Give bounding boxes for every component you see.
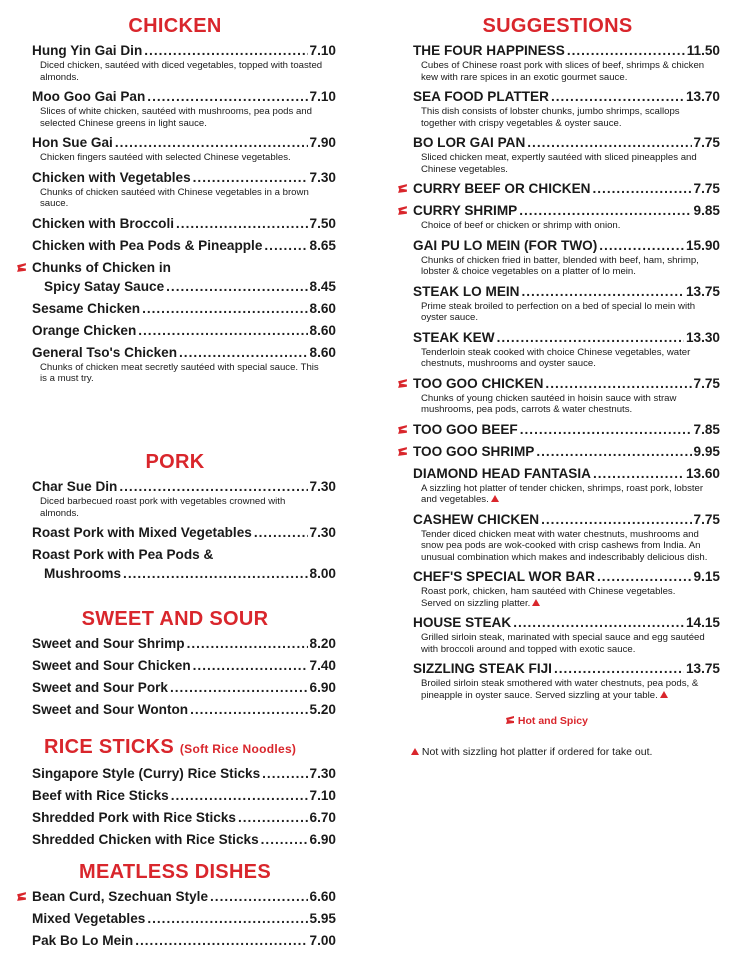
hot-pepper-icon — [397, 205, 408, 216]
item-price: 7.75 — [693, 135, 720, 150]
dot-leader — [138, 321, 307, 340]
item-description — [32, 106, 336, 129]
item-name: Spicy Satay Sauce — [44, 278, 165, 294]
item-name: CHEF'S SPECIAL WOR BAR — [413, 569, 595, 584]
item-name: Singapore Style (Curry) Rice Sticks — [32, 766, 261, 781]
menu-item — [14, 214, 336, 233]
menu-item — [14, 909, 336, 928]
meatless-items — [14, 887, 336, 950]
dot-leader — [147, 909, 307, 928]
item-name: HOUSE STEAK — [413, 615, 512, 630]
menu-item — [14, 133, 336, 164]
item-description — [413, 632, 720, 655]
item-description-text: Slices of white chicken, sautéed with mushrooms, pea pods and selected Chinese greens in light sauce. — [40, 106, 312, 129]
item-name: SEA FOOD PLATTER — [413, 89, 549, 104]
dot-leader — [597, 567, 692, 586]
item-name: Pak Bo Lo Mein — [32, 933, 134, 948]
meatless-section — [14, 860, 336, 950]
item-name: Sesame Chicken — [32, 300, 141, 316]
legend-hot — [395, 715, 720, 728]
menu-item — [395, 236, 720, 278]
sweet-sour-title: SWEET AND SOUR — [81, 608, 269, 630]
dot-leader — [522, 282, 684, 301]
item-description-text: Grilled sirloin steak, marinated with special sauce and egg sautéed with broccoli around and topped with exotic sauce. — [421, 632, 705, 655]
triangle-icon — [532, 599, 540, 606]
chicken-section — [14, 14, 336, 389]
triangle-icon — [660, 691, 668, 698]
menu-item — [14, 321, 336, 340]
dot-leader — [166, 277, 307, 296]
item-name: THE FOUR HAPPINESS — [413, 43, 565, 58]
menu-item — [14, 168, 336, 210]
legend-hot-label: Hot and Spicy — [517, 715, 588, 727]
item-price: 13.70 — [685, 89, 720, 104]
item-description-text: Sliced chicken meat, expertly sautéed with sliced pineapples and Chinese vegetables. — [421, 152, 697, 175]
item-price: 7.10 — [309, 89, 336, 104]
dot-leader — [519, 201, 691, 220]
item-price: 13.75 — [685, 661, 720, 676]
dot-leader — [599, 236, 684, 255]
menu-item — [395, 201, 720, 232]
menu-item — [14, 477, 336, 519]
item-price: 8.60 — [309, 300, 336, 316]
item-description-text: Cubes of Chinese roast pork with slices of beef, shrimps & chicken kew with rare spices in an exotic gourmet sauce. — [421, 60, 705, 83]
item-price: 8.45 — [309, 278, 336, 294]
menu-item — [14, 41, 336, 83]
item-name: SIZZLING STEAK FIJI — [413, 661, 552, 676]
dot-leader — [261, 830, 308, 849]
menu-item — [14, 678, 336, 697]
hot-pepper-icon — [16, 262, 27, 273]
item-description — [32, 362, 336, 385]
dot-leader — [520, 420, 692, 439]
dot-leader — [527, 133, 691, 152]
menu-item — [395, 510, 720, 564]
item-name: TOO GOO CHICKEN — [413, 375, 544, 391]
item-description — [413, 347, 720, 370]
item-price: 7.75 — [693, 511, 720, 527]
item-description-text: Chicken fingers sautéed with selected Chinese vegetables. — [40, 152, 291, 163]
pork-section — [14, 450, 336, 583]
menu-item — [395, 374, 720, 416]
item-name: STEAK KEW — [413, 329, 495, 345]
item-name: Roast Pork with Pea Pods & — [32, 547, 214, 562]
item-description — [413, 220, 720, 232]
item-price: 9.85 — [693, 203, 720, 218]
item-name: DIAMOND HEAD FANTASIA — [413, 465, 591, 481]
item-price: 9.15 — [693, 569, 720, 584]
item-description-text: Prime steak broiled to perfection on a bed of special lo mein with oyster sauce. — [421, 300, 696, 323]
item-price: 7.00 — [309, 933, 336, 948]
item-description — [413, 60, 720, 83]
item-price: 6.90 — [309, 680, 336, 695]
item-price: 8.65 — [309, 237, 336, 253]
dot-leader — [144, 41, 307, 60]
triangle-icon — [411, 748, 419, 755]
item-price: 13.60 — [685, 465, 720, 481]
menu-item — [395, 41, 720, 83]
item-price: 6.60 — [309, 889, 336, 904]
rice-sticks-title — [14, 735, 336, 761]
menu-item — [395, 133, 720, 175]
item-description — [413, 152, 720, 175]
menu-item — [395, 179, 720, 198]
menu-item — [14, 700, 336, 719]
menu-item — [14, 808, 336, 827]
menu-item — [14, 545, 336, 583]
item-name: STEAK LO MEIN — [413, 283, 520, 299]
item-price: 7.40 — [309, 658, 336, 673]
item-name: Chicken with Vegetables — [32, 169, 191, 185]
item-name: Char Sue Din — [32, 479, 118, 494]
item-name: GAI PU LO MEIN (FOR TWO) — [413, 237, 598, 253]
dot-leader — [119, 477, 307, 496]
item-description — [32, 60, 336, 83]
item-description — [413, 678, 720, 701]
dot-leader — [593, 464, 684, 483]
menu-item — [395, 87, 720, 129]
item-name: TOO GOO BEEF — [413, 421, 518, 437]
item-name: Hon Sue Gai — [32, 135, 113, 150]
dot-leader — [210, 887, 308, 906]
menu-item — [395, 464, 720, 506]
dot-leader — [190, 700, 307, 719]
menu-item — [395, 659, 720, 701]
item-price: 7.30 — [309, 766, 336, 781]
item-price: 9.95 — [693, 443, 720, 459]
item-description-text: Roast pork, chicken, ham sautéed with Chinese vegetables. Served on sizzling platter. — [421, 586, 676, 609]
dot-leader — [238, 808, 308, 827]
item-name: CASHEW CHICKEN — [413, 511, 540, 527]
menu-item — [14, 786, 336, 805]
item-price: 8.60 — [309, 322, 336, 338]
item-name: TOO GOO SHRIMP — [413, 443, 535, 459]
item-price: 15.90 — [685, 237, 720, 253]
rice-sticks-subtitle: (Soft Rice Noodles) — [179, 742, 297, 756]
hot-pepper-icon — [505, 715, 515, 725]
item-price: 5.95 — [309, 911, 336, 926]
item-description — [413, 483, 720, 506]
suggestions-title: SUGGESTIONS — [482, 15, 633, 37]
dot-leader — [567, 41, 685, 60]
item-price: 7.90 — [309, 135, 336, 150]
item-description — [413, 393, 720, 416]
item-description-text: Choice of beef or chicken or shrimp with onion. — [421, 220, 621, 231]
dot-leader — [513, 613, 684, 632]
item-price: 7.85 — [693, 421, 720, 437]
item-price: 6.90 — [309, 832, 336, 847]
menu-item — [14, 656, 336, 675]
menu-item — [395, 613, 720, 655]
item-name: BO LOR GAI PAN — [413, 135, 526, 150]
item-name: Sweet and Sour Shrimp — [32, 636, 185, 651]
item-description-text: Diced chicken, sautéed with diced vegetables, topped with toasted almonds. — [40, 60, 323, 83]
legend-platter-note: Not with sizzling hot platter if ordered for take out. — [421, 746, 653, 758]
hot-pepper-icon — [397, 424, 408, 435]
chicken-items — [14, 41, 336, 385]
dot-leader — [551, 87, 684, 106]
menu-item — [14, 299, 336, 318]
item-price: 13.30 — [685, 329, 720, 345]
item-description-text: Chunks of young chicken sautéed in hoisin sauce with straw mushrooms, pea pods, carrots & water chestnuts. — [421, 392, 677, 415]
item-name: Bean Curd, Szechuan Style — [32, 889, 209, 904]
rice-sticks-title-text: RICE STICKS — [44, 736, 174, 758]
item-name: Beef with Rice Sticks — [32, 788, 169, 803]
menu-item — [14, 887, 336, 906]
dot-leader — [593, 179, 692, 198]
item-price: 13.75 — [685, 283, 720, 299]
dot-leader — [193, 656, 308, 675]
dot-leader — [264, 236, 307, 255]
item-description-text: A sizzling hot platter of tender chicken, shrimps, roast pork, lobster and vegetables. — [421, 482, 704, 505]
dot-leader — [176, 214, 308, 233]
sweet-sour-section — [14, 607, 336, 719]
dot-leader — [254, 523, 308, 542]
dot-leader — [187, 634, 308, 653]
item-name: Moo Goo Gai Pan — [32, 89, 146, 104]
pork-title: PORK — [145, 451, 205, 473]
menu-item — [395, 420, 720, 439]
rice-sticks-section — [14, 735, 336, 849]
rice-sticks-items — [14, 764, 336, 849]
item-price: 7.30 — [309, 169, 336, 185]
item-price: 6.70 — [309, 810, 336, 825]
menu-item — [14, 258, 336, 296]
menu-item — [395, 442, 720, 461]
item-description — [413, 586, 720, 609]
item-description-text: Chunks of chicken fried in batter, blended with beef, ham, shrimp, lobster & choice vegetables on a platter of lo mein. — [421, 254, 699, 277]
item-price: 7.10 — [309, 43, 336, 58]
dot-leader — [123, 564, 307, 583]
item-description — [413, 301, 720, 324]
pork-items — [14, 477, 336, 583]
menu-item — [14, 830, 336, 849]
suggestions-section — [395, 14, 720, 759]
hot-pepper-icon — [397, 378, 408, 389]
item-price: 14.15 — [685, 615, 720, 630]
item-name: Shredded Pork with Rice Sticks — [32, 810, 236, 825]
item-description — [413, 529, 720, 564]
item-description-text: Tender diced chicken meat with water chestnuts, mushrooms and snow pea pods are wok-cooked with crisp cashews from India. An unusual combination which makes and indescribably delicious dish. — [421, 528, 708, 563]
item-name: General Tso's Chicken — [32, 344, 178, 360]
dot-leader — [147, 87, 307, 106]
menu-item — [395, 567, 720, 609]
dot-leader — [541, 510, 691, 529]
item-name: CURRY BEEF OR CHICKEN — [413, 181, 591, 196]
suggestions-items — [395, 41, 720, 701]
item-description-text: Diced barbecued roast pork with vegetables crowned with almonds. — [40, 496, 286, 519]
item-name: Chunks of Chicken in — [32, 259, 171, 275]
item-name: Mushrooms — [44, 566, 122, 581]
item-description — [413, 255, 720, 278]
item-description-text: This dish consists of lobster chunks, jumbo shrimps, scallops together with crispy vegetables & oyster sauce. — [421, 106, 680, 129]
item-name: Orange Chicken — [32, 322, 137, 338]
item-description — [413, 106, 720, 129]
hot-pepper-icon — [16, 891, 27, 902]
item-price: 7.10 — [309, 788, 336, 803]
menu-item — [14, 236, 336, 255]
dot-leader — [536, 442, 691, 461]
item-name: Shredded Chicken with Rice Sticks — [32, 832, 259, 847]
dot-leader — [115, 133, 308, 152]
dot-leader — [135, 931, 307, 950]
item-price: 11.50 — [686, 43, 720, 58]
menu-item — [395, 282, 720, 324]
dot-leader — [171, 786, 308, 805]
item-price: 8.00 — [309, 566, 336, 581]
dot-leader — [262, 764, 307, 783]
menu-item — [14, 87, 336, 129]
item-price: 8.60 — [309, 344, 336, 360]
item-price: 7.50 — [309, 215, 336, 231]
menu-item — [395, 328, 720, 370]
menu-item — [14, 931, 336, 950]
dot-leader — [497, 328, 684, 347]
item-name: Sweet and Sour Pork — [32, 680, 168, 695]
item-price: 8.20 — [309, 636, 336, 651]
menu-item — [14, 634, 336, 653]
item-name: Hung Yin Gai Din — [32, 43, 143, 58]
sweet-sour-items — [14, 634, 336, 719]
legend-platter — [395, 746, 720, 759]
item-description-text: Chunks of chicken meat secretly sautéed with special sauce. This is a must try. — [40, 361, 319, 384]
menu-item — [14, 343, 336, 385]
hot-pepper-icon — [397, 446, 408, 457]
item-description — [32, 496, 336, 519]
dot-leader — [545, 374, 691, 393]
item-description-text: Tenderloin steak cooked with choice Chinese vegetables, water chestnuts, mushrooms and oyster sauce. — [421, 346, 691, 369]
dot-leader — [193, 168, 308, 187]
item-name: Chicken with Broccoli — [32, 215, 175, 231]
hot-pepper-icon — [397, 183, 408, 194]
item-price: 7.75 — [693, 181, 720, 196]
menu-item — [14, 523, 336, 542]
dot-leader — [170, 678, 308, 697]
item-name: Sweet and Sour Wonton — [32, 702, 189, 717]
dot-leader — [142, 299, 307, 318]
chicken-title: CHICKEN — [128, 15, 222, 37]
item-price: 7.75 — [693, 375, 720, 391]
meatless-title: MEATLESS DISHES — [79, 861, 271, 883]
item-name: Sweet and Sour Chicken — [32, 658, 191, 673]
item-name: Mixed Vegetables — [32, 911, 146, 926]
item-description-text: Chunks of chicken sautéed with Chinese vegetables in a brown sauce. — [40, 186, 309, 209]
item-description-text: Broiled sirloin steak smothered with water chestnuts, pea pods, & pineapple in oyster sauce. Served sizzling at your table. — [421, 678, 699, 701]
triangle-icon — [491, 495, 499, 502]
item-price: 7.30 — [309, 479, 336, 494]
item-description — [32, 152, 336, 164]
item-name: CURRY SHRIMP — [413, 203, 518, 218]
dot-leader — [179, 343, 308, 362]
menu-item — [14, 764, 336, 783]
item-description — [32, 187, 336, 210]
item-price: 5.20 — [309, 702, 336, 717]
item-name: Roast Pork with Mixed Vegetables — [32, 525, 252, 540]
dot-leader — [554, 659, 684, 678]
item-price: 7.30 — [309, 525, 336, 540]
item-name: Chicken with Pea Pods & Pineapple — [32, 237, 263, 253]
